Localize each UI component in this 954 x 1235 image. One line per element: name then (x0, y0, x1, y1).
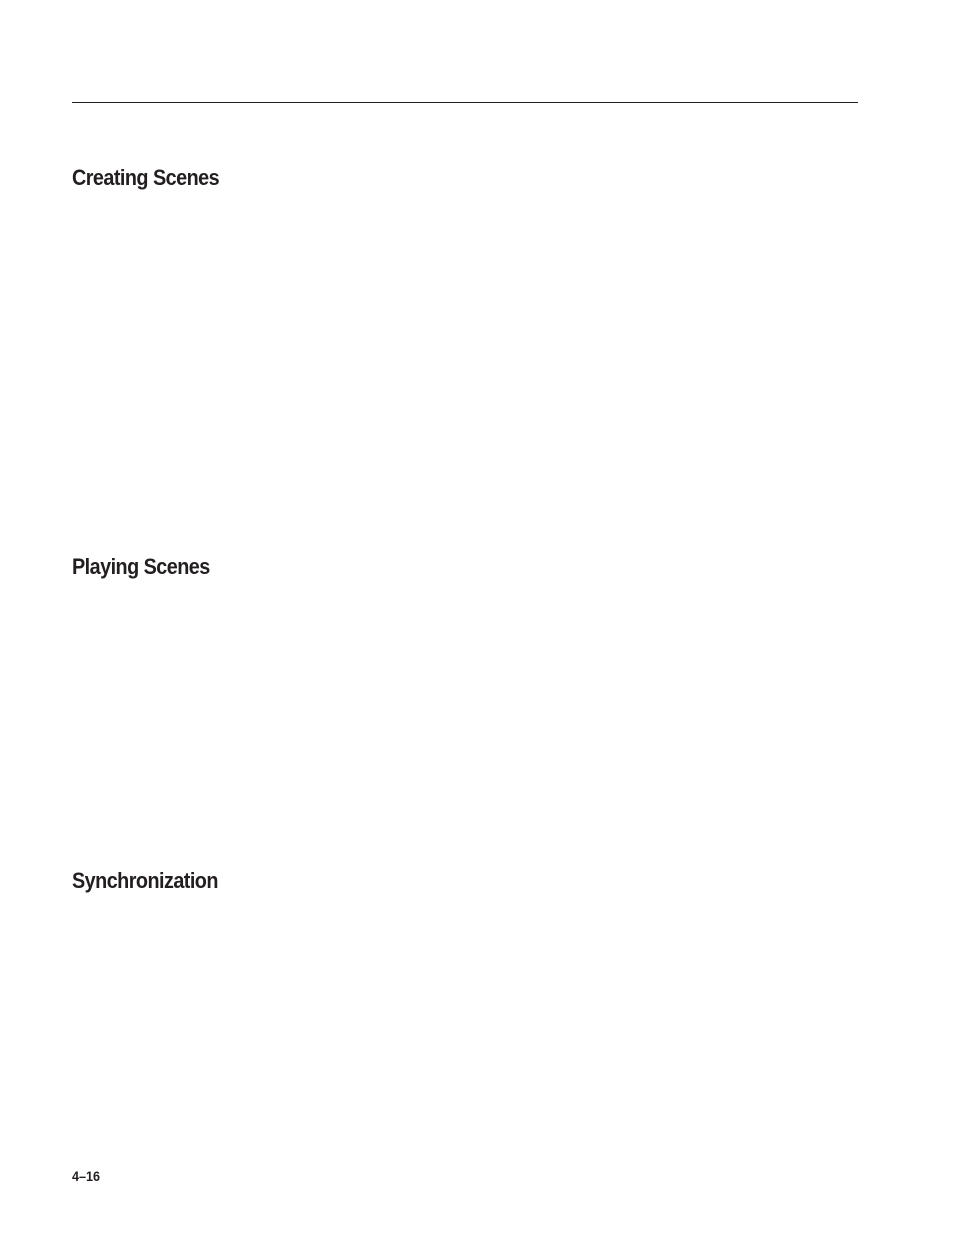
page-number: 4–16 (72, 1168, 101, 1184)
header-rule (72, 102, 858, 103)
section-heading-synchronization: Synchronization (72, 868, 218, 893)
section-heading-creating-scenes: Creating Scenes (72, 165, 220, 190)
section-heading-playing-scenes: Playing Scenes (72, 554, 210, 579)
